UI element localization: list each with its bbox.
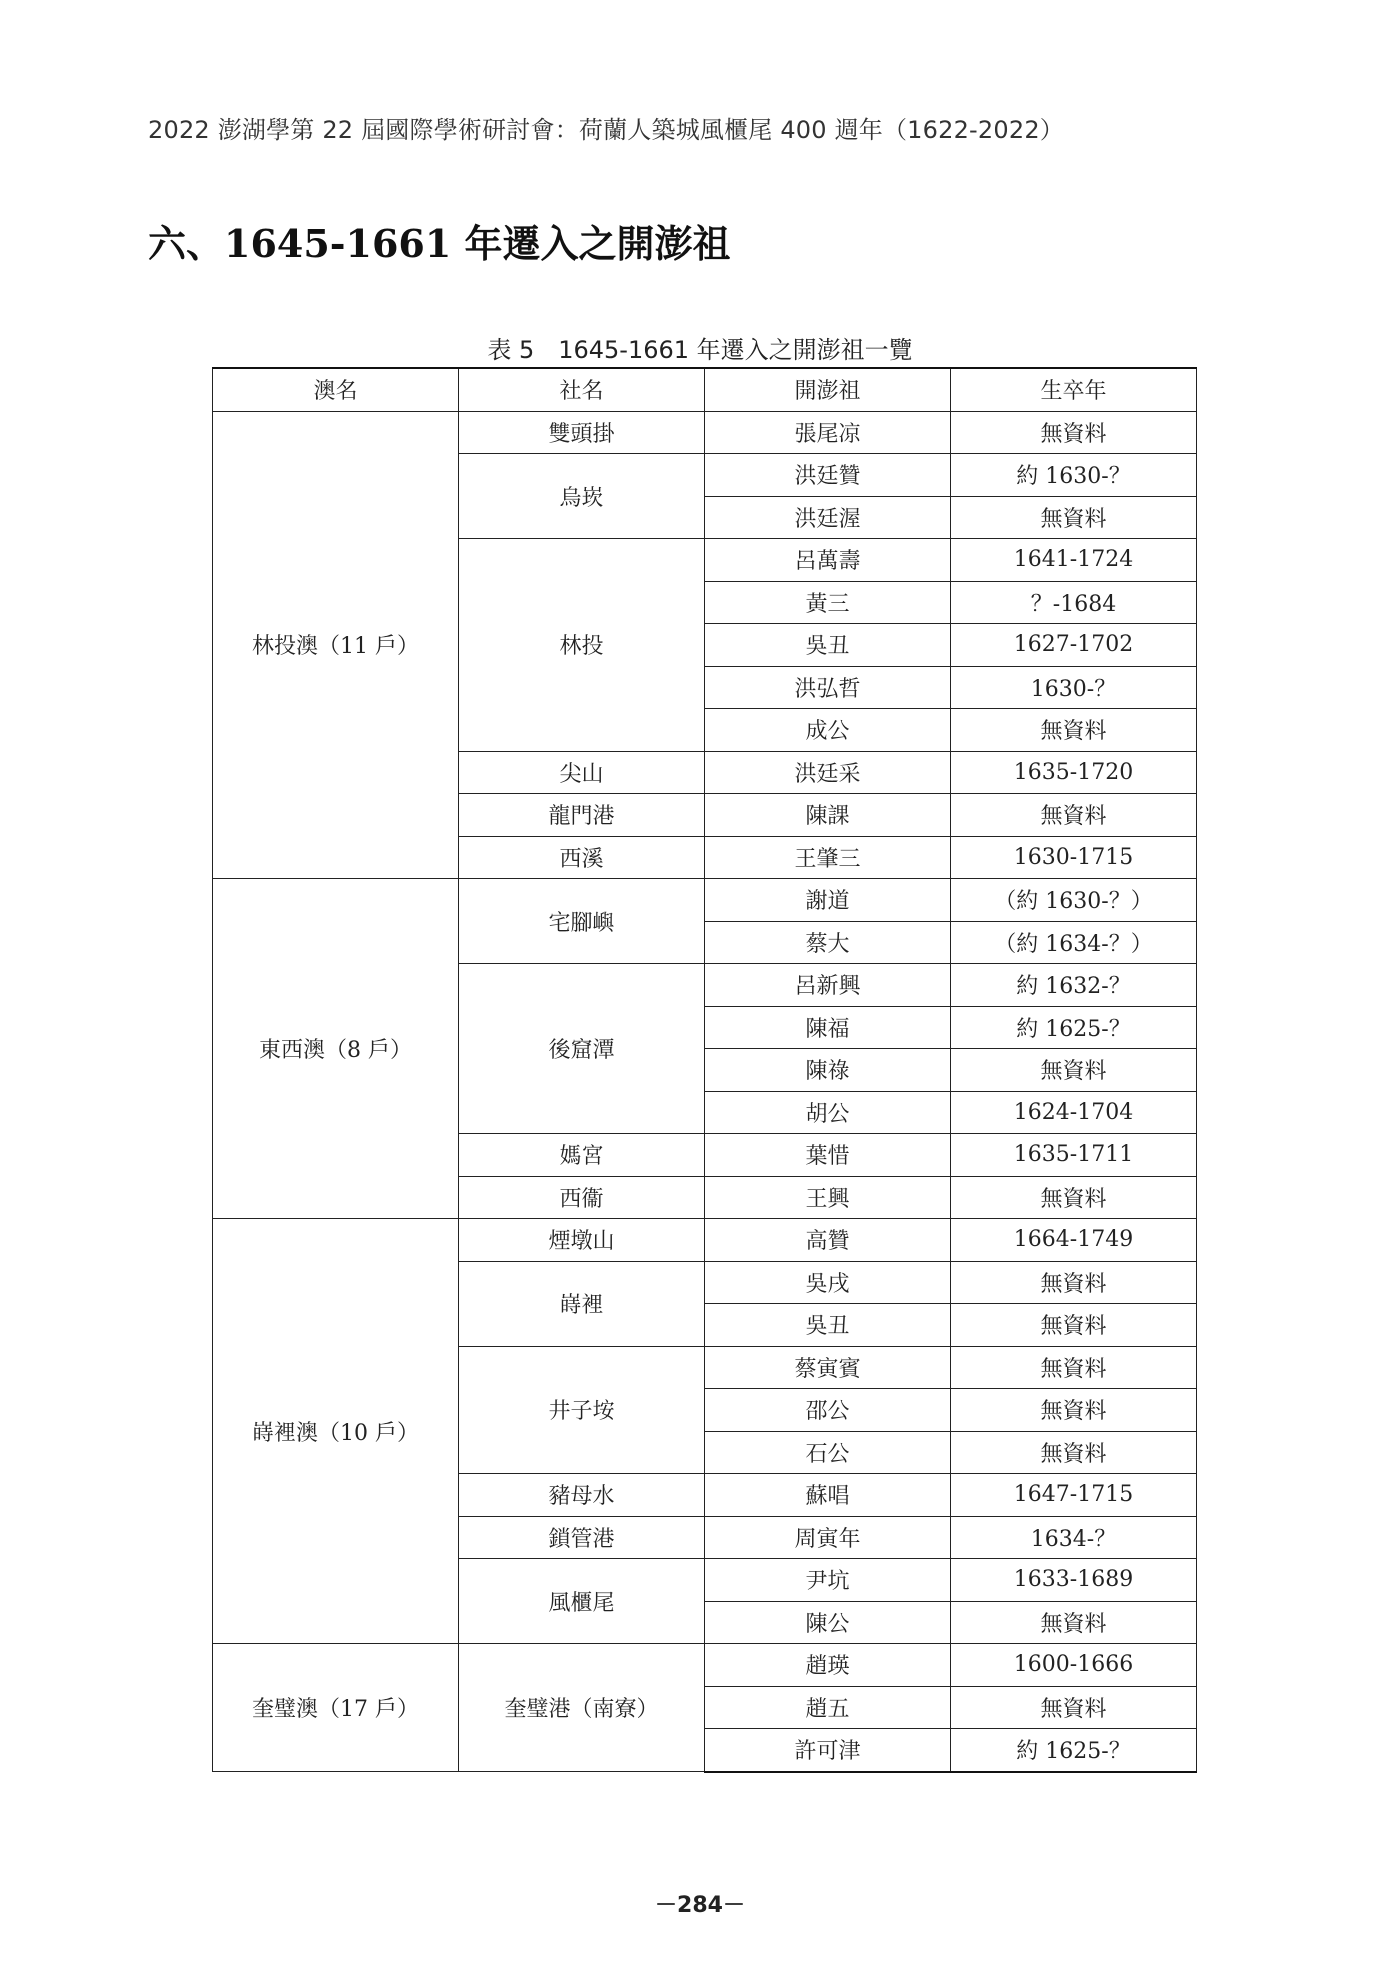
- years-cell: 約 1625-？: [951, 1006, 1197, 1049]
- she-name-cell: 井子垵: [459, 1346, 705, 1474]
- ao-name-cell: 東西澳（8 戶）: [213, 879, 459, 1219]
- column-header-founder: 開澎祖: [705, 368, 951, 411]
- years-cell: （約 1634-？）: [951, 921, 1197, 964]
- founder-name-cell: 葉惜: [705, 1134, 951, 1177]
- she-name-cell: 烏崁: [459, 454, 705, 539]
- years-cell: 1641-1724: [951, 539, 1197, 582]
- founder-name-cell: 吳丑: [705, 624, 951, 667]
- years-cell: 無資料: [951, 1261, 1197, 1304]
- years-cell: ？-1684: [951, 581, 1197, 624]
- she-name-cell: 林投: [459, 539, 705, 752]
- years-cell: 1630-1715: [951, 836, 1197, 879]
- founder-name-cell: 吳丑: [705, 1304, 951, 1347]
- founder-name-cell: 陳公: [705, 1601, 951, 1644]
- table-row: [213, 411, 1197, 454]
- years-cell: 1647-1715: [951, 1474, 1197, 1517]
- founder-name-cell: 洪廷渥: [705, 496, 951, 539]
- table-header-row: [213, 368, 1197, 411]
- years-cell: 約 1625-？: [951, 1729, 1197, 1772]
- founder-name-cell: 謝道: [705, 879, 951, 922]
- founder-name-cell: 高贊: [705, 1219, 951, 1262]
- years-cell: 無資料: [951, 496, 1197, 539]
- she-name-cell: 尖山: [459, 751, 705, 794]
- table-caption: 表 5 1645-1661 年遷入之開澎祖一覽: [487, 336, 913, 364]
- section-title: 六、1645-1661 年遷入之開澎祖: [148, 221, 731, 266]
- years-cell: 無資料: [951, 1304, 1197, 1347]
- years-cell: 無資料: [951, 794, 1197, 837]
- years-cell: （約 1630-？）: [951, 879, 1197, 922]
- she-name-cell: 豬母水: [459, 1474, 705, 1517]
- founder-name-cell: 吳戌: [705, 1261, 951, 1304]
- founder-name-cell: 許可津: [705, 1729, 951, 1772]
- founder-name-cell: 王興: [705, 1176, 951, 1219]
- years-cell: 無資料: [951, 1389, 1197, 1432]
- table-row: [213, 879, 1197, 922]
- years-cell: 1600-1666: [951, 1644, 1197, 1687]
- founder-name-cell: 呂新興: [705, 964, 951, 1007]
- page-number: －284－: [655, 1893, 745, 1918]
- founder-name-cell: 張尾凉: [705, 411, 951, 454]
- founder-name-cell: 洪廷采: [705, 751, 951, 794]
- years-cell: 約 1630-？: [951, 454, 1197, 497]
- founder-name-cell: 成公: [705, 709, 951, 752]
- years-cell: 無資料: [951, 1431, 1197, 1474]
- she-name-cell: 龍門港: [459, 794, 705, 837]
- founder-name-cell: 王肇三: [705, 836, 951, 879]
- she-name-cell: 煙墩山: [459, 1219, 705, 1262]
- founder-name-cell: 趙瑛: [705, 1644, 951, 1687]
- founder-name-cell: 蔡大: [705, 921, 951, 964]
- she-name-cell: 雙頭掛: [459, 411, 705, 454]
- she-name-cell: 西衞: [459, 1176, 705, 1219]
- years-cell: 無資料: [951, 411, 1197, 454]
- table-body: [213, 411, 1197, 1772]
- founder-name-cell: 洪弘哲: [705, 666, 951, 709]
- table-row: [213, 1644, 1197, 1687]
- founder-name-cell: 周寅年: [705, 1516, 951, 1559]
- founder-name-cell: 陳祿: [705, 1049, 951, 1092]
- she-name-cell: 媽宮: [459, 1134, 705, 1177]
- years-cell: 無資料: [951, 1049, 1197, 1092]
- years-cell: 無資料: [951, 1346, 1197, 1389]
- table-row: [213, 1219, 1197, 1262]
- years-cell: 約 1632-？: [951, 964, 1197, 1007]
- she-name-cell: 宅腳嶼: [459, 879, 705, 964]
- ao-name-cell: 嵵裡澳（10 戶）: [213, 1219, 459, 1644]
- she-name-cell: 西溪: [459, 836, 705, 879]
- founder-name-cell: 邵公: [705, 1389, 951, 1432]
- founder-name-cell: 陳福: [705, 1006, 951, 1049]
- years-cell: 1633-1689: [951, 1559, 1197, 1602]
- years-cell: 1624-1704: [951, 1091, 1197, 1134]
- founder-name-cell: 洪廷贊: [705, 454, 951, 497]
- founder-name-cell: 陳課: [705, 794, 951, 837]
- ao-name-cell: 奎璧澳（17 戶）: [213, 1644, 459, 1772]
- founder-name-cell: 胡公: [705, 1091, 951, 1134]
- founders-table: [212, 367, 1197, 1773]
- ao-name-cell: 林投澳（11 戶）: [213, 411, 459, 879]
- column-header-ao: 澳名: [213, 368, 459, 411]
- she-name-cell: 嵵裡: [459, 1261, 705, 1346]
- column-header-years: 生卒年: [951, 368, 1197, 411]
- she-name-cell: 鎖管港: [459, 1516, 705, 1559]
- founder-name-cell: 黃三: [705, 581, 951, 624]
- she-name-cell: 風櫃尾: [459, 1559, 705, 1644]
- years-cell: 無資料: [951, 709, 1197, 752]
- running-header: 2022 澎湖學第 22 屆國際學術研討會：荷蘭人築城風櫃尾 400 週年（1622-2022）: [148, 116, 1064, 144]
- years-cell: 無資料: [951, 1686, 1197, 1729]
- years-cell: 1627-1702: [951, 624, 1197, 667]
- founder-name-cell: 蔡寅賓: [705, 1346, 951, 1389]
- years-cell: 1630-？: [951, 666, 1197, 709]
- founder-name-cell: 趙五: [705, 1686, 951, 1729]
- years-cell: 1634-？: [951, 1516, 1197, 1559]
- founder-name-cell: 石公: [705, 1431, 951, 1474]
- column-header-she: 社名: [459, 368, 705, 411]
- years-cell: 1664-1749: [951, 1219, 1197, 1262]
- founder-name-cell: 蘇唱: [705, 1474, 951, 1517]
- table-container: [212, 367, 1197, 1773]
- she-name-cell: 後窟潭: [459, 964, 705, 1134]
- years-cell: 1635-1720: [951, 751, 1197, 794]
- founder-name-cell: 尹坑: [705, 1559, 951, 1602]
- she-name-cell: 奎璧港（南寮）: [459, 1644, 705, 1772]
- years-cell: 無資料: [951, 1601, 1197, 1644]
- years-cell: 無資料: [951, 1176, 1197, 1219]
- years-cell: 1635-1711: [951, 1134, 1197, 1177]
- founder-name-cell: 呂萬壽: [705, 539, 951, 582]
